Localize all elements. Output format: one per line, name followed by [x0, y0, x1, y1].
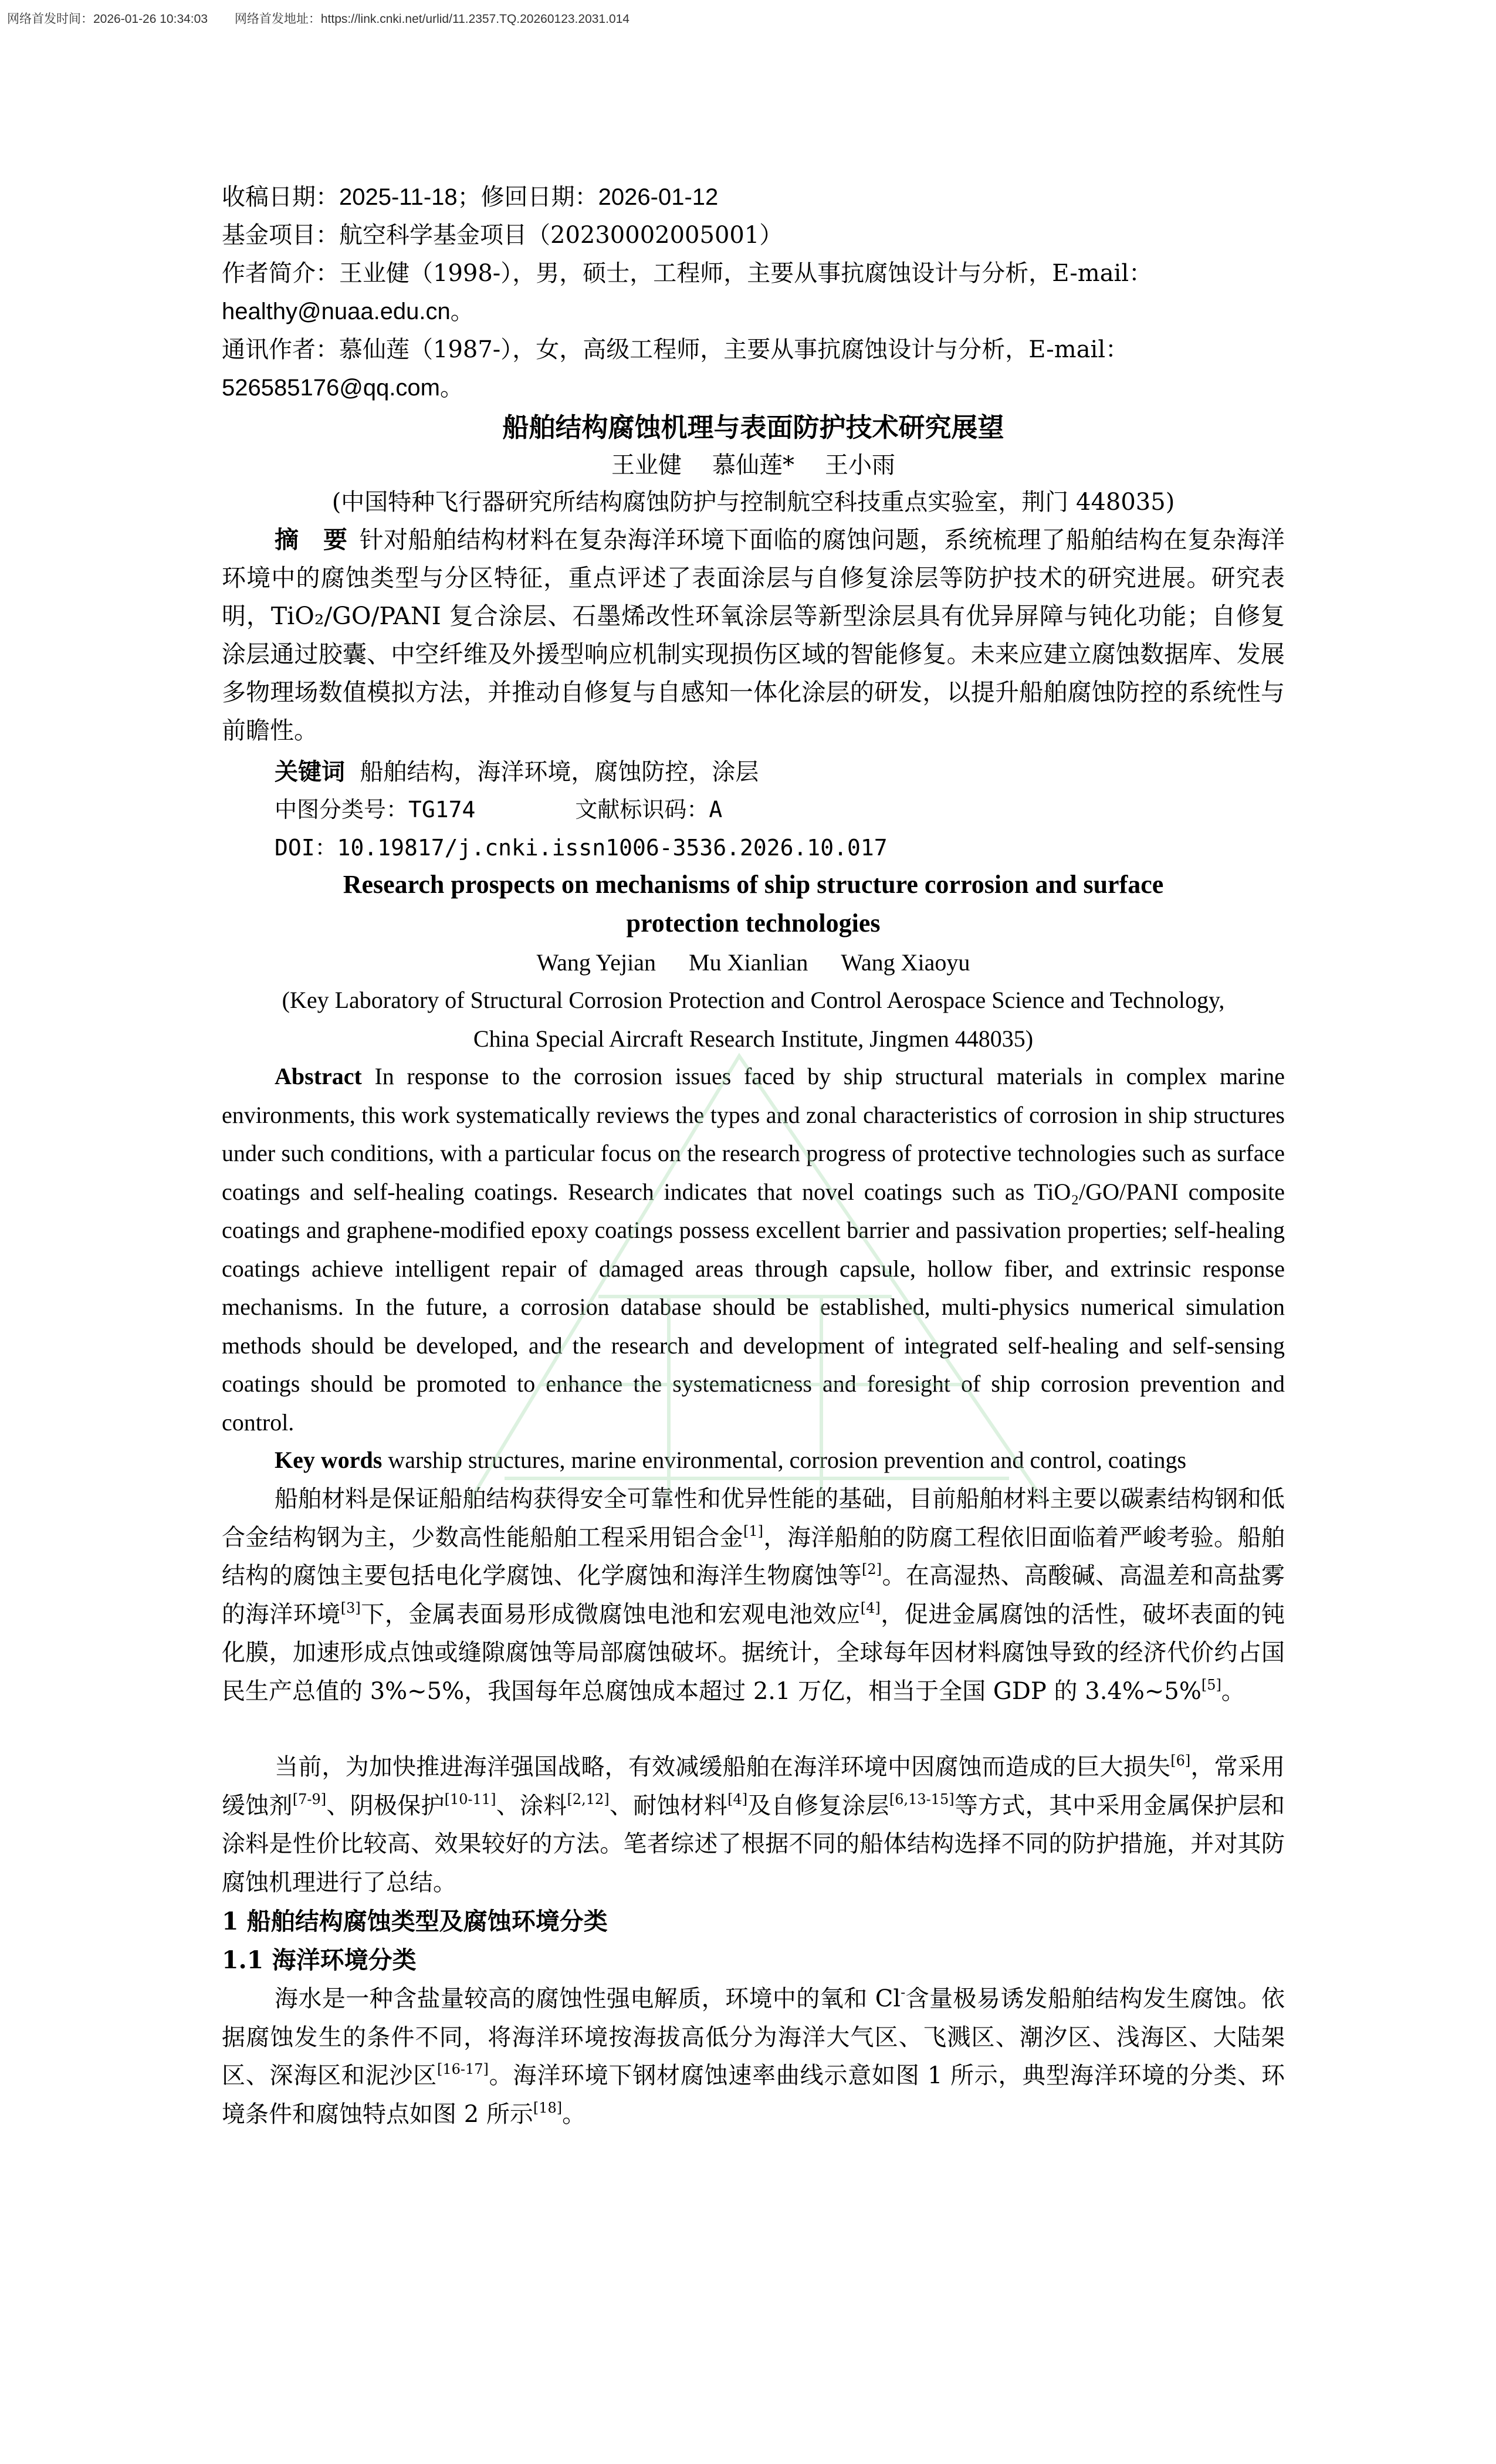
cn-abstract-text: 针对船舶结构材料在复杂海洋环境下面临的腐蚀问题，系统梳理了船舶结构在复杂海洋环境中的腐蚀类型与分区特征，重点评述了表面涂层与自修复涂层等防护技术的研究进展。研究表明，TiO₂/GO/PANI 复合涂层、石墨烯改性环氧涂层等新型涂层具有优异屏障与钝化功能；自修复涂层通过胶囊、中空纤维及外援型响应机制实现损伤区域的智能修复。未来应建立腐蚀数据库、发展多物理场数值模拟方法，并推动自修复与自感知一体化涂层的研发，以提升船舶腐蚀防控的系统性与前瞻性。 — [222, 526, 1285, 744]
author2-bio: 通讯作者：慕仙莲（1987-），女，高级工程师，主要从事抗腐蚀设计与分析，E-mail： 526585176@qq.com。 — [222, 336, 1129, 401]
publish-time: 网络首发时间：2026-01-26 10:34:03 — [7, 12, 208, 26]
cn-author: 王小雨 — [825, 452, 895, 479]
cn-authors — [222, 447, 1285, 483]
citation[interactable]: [6,13-15] — [889, 1791, 955, 1808]
citation[interactable]: [18] — [533, 2099, 563, 2116]
en-author: Mu Xianlian — [689, 949, 808, 976]
citation[interactable]: [2] — [862, 1561, 882, 1578]
fund-line: 基金项目：航空科学基金项目（20230002005001） — [222, 222, 783, 249]
en-affiliation: (Key Laboratory of Structural Corrosion Protection and Control Aerospace Science and Technology, China Special Aircraft Research Institute, Jingmen 448035) — [282, 987, 1225, 1052]
cn-keywords-label: 关键词 — [275, 758, 345, 786]
superscript-charge: - — [901, 1984, 906, 2001]
publication-header — [7, 9, 629, 27]
citation[interactable]: [3] — [340, 1599, 361, 1616]
author1-bio: 作者简介：王业健（1998-），男，硕士，工程师，主要从事抗腐蚀设计与分析，E-mail： healthy@nuaa.edu.cn。 — [222, 260, 1153, 325]
classification — [222, 791, 1338, 867]
body-paragraph-2: 当前，为加快推进海洋强国战略，有效减缓船舶在海洋环境中因腐蚀而造成的巨大损失[6]，常采用缓蚀剂[7-9]、阴极保护[10-11]、涂料[2,12]、耐蚀材料[4]及自修复涂层[6,13-15]等方式，其中采用金属保护层和涂料是性价比较高、效果较好的方法。笔者综述了根据不同的船体结构选择不同的防护措施，并对其防腐蚀机理进行了总结。 — [222, 1752, 1285, 1896]
cn-abstract — [222, 521, 1285, 750]
cn-title: 船舶结构腐蚀机理与表面防护技术研究展望 — [502, 412, 1004, 443]
citation[interactable]: [4] — [860, 1599, 881, 1616]
section-heading-1: 1 船舶结构腐蚀类型及腐蚀环境分类 — [222, 1907, 608, 1935]
article-meta — [222, 178, 1285, 407]
citation[interactable]: [1] — [743, 1522, 763, 1539]
citation[interactable]: [10-11] — [444, 1791, 496, 1808]
author2-email[interactable]: 526585176@qq.com — [222, 375, 440, 401]
en-keywords-text: warship structures, marine environmental, corrosion prevention and control, coatings — [388, 1447, 1187, 1473]
publish-url[interactable]: 网络首发地址：https://link.cnki.net/urlid/11.2357.TQ.20260123.2031.014 — [234, 12, 629, 26]
citation[interactable]: [16-17] — [436, 2061, 489, 2077]
cn-author: 王业健 — [611, 452, 682, 479]
cn-author: 慕仙莲* — [712, 452, 794, 479]
en-title: Research prospects on mechanisms of ship structure corrosion and surface protection technologies — [343, 870, 1164, 937]
cn-abstract-label: 摘 要 — [275, 526, 348, 554]
document-code: 文献标识码：A — [575, 797, 723, 823]
section-heading-1-1: 1.1 海洋环境分类 — [222, 1946, 417, 1974]
en-author: Wang Xiaoyu — [841, 949, 970, 976]
en-abstract — [222, 1057, 1285, 1441]
clc-number: 中图分类号：TG174 — [275, 797, 476, 823]
en-abstract-text: In response to the corrosion issues faced by ship structural materials in complex marine environments, this work systematically reviews the types and zonal characteristics of corrosion in ship structures under such conditions, with a particular focus on the research progress of protective technologies such as surface coatings and self-healing coatings. Research indicates that novel coatings such as TiO₂/GO/PANI composite coatings and graphene-modified epoxy coatings possess excellent barrier and passivation properties; self-healing coatings achieve intelligent repair of damaged areas through capsule, hollow fiber, and extrinsic response mechanisms. In the future, a corrosion database should be established, multi-physics numerical simulation methods should be developed, and the research and development of integrated self-healing and self-sensing coatings should be promoted to enhance the systematicness and foresight of ship corrosion prevention and control. — [222, 1063, 1285, 1436]
en-authors — [222, 945, 1285, 981]
body-paragraph-3: 海水是一种含盐量较高的腐蚀性强电解质，环境中的氧和 Cl-含量极易诱发船舶结构发生腐蚀。依据腐蚀发生的条件不同，将海洋环境按海拔高低分为海洋大气区、飞溅区、潮汐区、浅海区、大陆架区、深海区和泥沙区[16-17]。海洋环境下钢材腐蚀速率曲线示意如图 1 所示，典型海洋环境的分类、环境条件和腐蚀特点如图 2 所示[18]。 — [222, 1984, 1285, 2128]
citation[interactable]: [5] — [1201, 1676, 1221, 1693]
received-date: 2025-11-18 — [339, 184, 458, 210]
cn-keywords — [222, 753, 1285, 791]
en-keywords — [222, 1441, 1285, 1479]
en-abstract-label: Abstract — [275, 1063, 362, 1089]
dates-line: 收稿日期：2025-11-18；修回日期：2026-01-12 — [222, 184, 719, 211]
citation[interactable]: [6] — [1170, 1752, 1191, 1769]
body-paragraph-1: 船舶材料是保证船舶结构获得安全可靠性和优异性能的基础，目前船舶材料主要以碳素结构钢和低合金结构钢为主，少数高性能船舶工程采用铝合金[1]，海洋船舶的防腐工程依旧面临着严峻考验。船舶结构的腐蚀主要包括电化学腐蚀、化学腐蚀和海洋生物腐蚀等[2]。在高湿热、高酸碱、高温差和高盐雾的海洋环境[3]下，金属表面易形成微腐蚀电池和宏观电池效应[4]，促进金属腐蚀的活性，破坏表面的钝化膜，加速形成点蚀或缝隙腐蚀等局部腐蚀破坏。据统计，全球每年因材料腐蚀导致的经济代价约占国民生产总值的 3%~5%，我国每年总腐蚀成本超过 2.1 万亿，相当于全国 GDP 的 3.4%~5%[5]。 — [222, 1485, 1285, 1705]
en-keywords-label: Key words — [275, 1447, 383, 1473]
citation[interactable]: [7-9] — [292, 1791, 327, 1808]
citation[interactable]: [4] — [727, 1791, 748, 1808]
author1-email[interactable]: healthy@nuaa.edu.cn — [222, 299, 451, 324]
en-author: Wang Yejian — [536, 949, 656, 976]
cn-affiliation: (中国特种飞行器研究所结构腐蚀防护与控制航空科技重点实验室，荆门 448035) — [331, 489, 1175, 516]
cn-keywords-text: 船舶结构，海洋环境，腐蚀防控，涂层 — [360, 759, 759, 786]
citation[interactable]: [2,12] — [567, 1791, 610, 1808]
doi[interactable]: DOI：10.19817/j.cnki.issn1006-3536.2026.10.017 — [275, 835, 888, 861]
revised-date: 2026-01-12 — [598, 184, 719, 210]
